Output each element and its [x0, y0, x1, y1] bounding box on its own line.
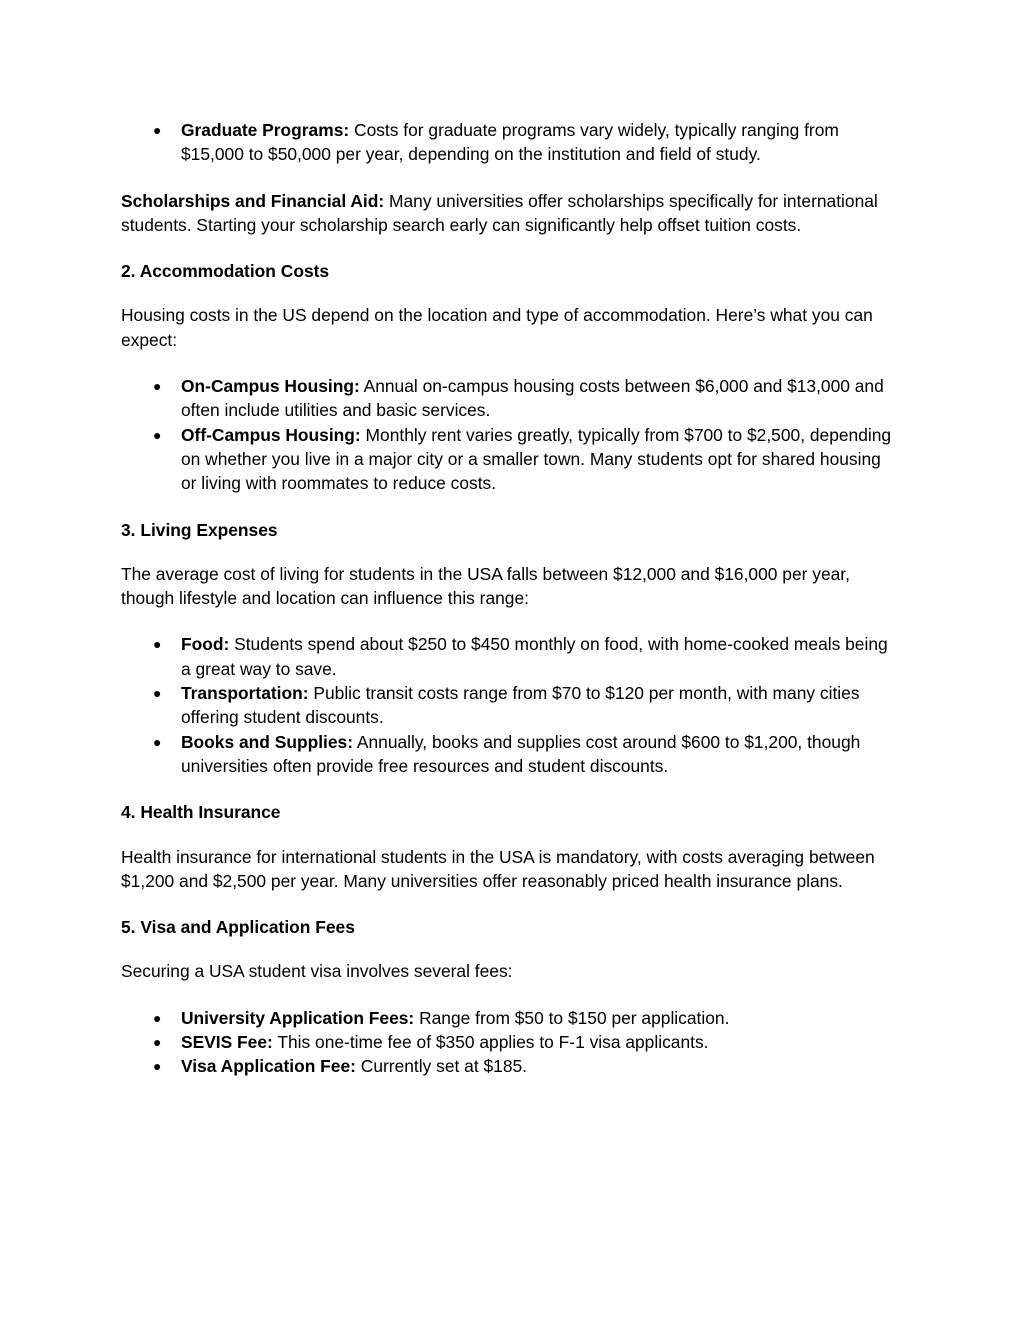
- item-label: Off-Campus Housing:: [181, 424, 361, 445]
- bullet-icon: ●: [153, 378, 162, 395]
- accommodation-list: [121, 374, 900, 495]
- scholarships-text: Many universities offer scholarships specifically for international students. Starting your scholarship search early can significantly help offset tuition costs.: [121, 190, 878, 235]
- section-intro-visa-fees: Securing a USA student visa involves several fees:: [121, 961, 513, 982]
- section-heading-accommodation: 2. Accommodation Costs: [121, 261, 330, 282]
- item-text: Costs for graduate programs vary widely, typically ranging from $15,000 to $50,000 per year, depending on the institution and field of study.: [181, 120, 839, 165]
- bullet-icon: ●: [153, 733, 162, 750]
- bullet-icon: ●: [153, 685, 162, 702]
- list-item: [121, 1006, 900, 1030]
- item-label: Transportation:: [181, 683, 309, 704]
- list-item: [121, 730, 900, 779]
- list-item: [121, 374, 900, 423]
- item-label: Graduate Programs:: [181, 120, 350, 140]
- section-intro-living-expenses: The average cost of living for students in the USA falls between $12,000 and $16,000 per year, though lifestyle and location can influence this range:: [121, 563, 850, 609]
- bullet-icon: ●: [153, 1034, 162, 1051]
- item-text: Annual on-campus housing costs between $6,000 and $13,000 and often include utilities and basic services.: [181, 376, 884, 421]
- section-heading-living-expenses: 3. Living Expenses: [121, 519, 278, 540]
- item-text: Annually, books and supplies cost around $600 to $1,200, though universities often provide free resources and student discounts.: [181, 731, 861, 776]
- bullet-icon: ●: [153, 122, 162, 138]
- list-item: [121, 1054, 900, 1078]
- item-text: This one-time fee of $350 applies to F-1 visa applicants.: [272, 1032, 709, 1053]
- scholarships-label: Scholarships and Financial Aid:: [121, 190, 385, 211]
- bullet-icon: ●: [153, 636, 162, 653]
- list-item: [121, 681, 900, 730]
- item-label: University Application Fees:: [181, 1007, 415, 1028]
- section-heading-health-insurance: 4. Health Insurance: [121, 802, 281, 823]
- list-item: [121, 632, 900, 681]
- item-label: Visa Application Fee:: [181, 1056, 356, 1077]
- list-item: [121, 118, 900, 167]
- item-text: Students spend about $250 to $450 monthly on food, with home-cooked meals being a great way to save.: [181, 634, 888, 679]
- item-label: Food:: [181, 634, 230, 655]
- section-intro-accommodation: Housing costs in the US depend on the location and type of accommodation. Here’s what you can expect:: [121, 305, 873, 350]
- section-intro-health-insurance: Health insurance for international students in the USA is mandatory, with costs averaging between $1,200 and $2,500 per year. Many universities offer reasonably priced health insurance plans.: [121, 846, 875, 891]
- bullet-icon: ●: [153, 1009, 162, 1026]
- item-text: Monthly rent varies greatly, typically from $700 to $2,500, depending on whether you live in a major city or a smaller town. Many students opt for shared housing or living with roommates to reduce costs.: [181, 424, 892, 494]
- list-item: [121, 423, 900, 496]
- item-label: On-Campus Housing:: [181, 376, 360, 397]
- item-text: Public transit costs range from $70 to $120 per month, with many cities offering student discounts.: [181, 683, 860, 728]
- bullet-icon: ●: [153, 426, 162, 443]
- section-heading-visa-fees: 5. Visa and Application Fees: [121, 917, 355, 938]
- list-item: [121, 1030, 900, 1054]
- living-expenses-list: [121, 632, 900, 778]
- visa-fees-list: [121, 1006, 900, 1079]
- item-label: Books and Supplies:: [181, 731, 353, 752]
- graduate-list: [121, 118, 900, 167]
- item-text: Range from $50 to $150 per application.: [414, 1007, 730, 1028]
- item-label: SEVIS Fee:: [181, 1032, 273, 1053]
- item-text: Currently set at $185.: [355, 1056, 528, 1077]
- bullet-icon: ●: [153, 1058, 162, 1075]
- scholarships-paragraph: [121, 189, 900, 238]
